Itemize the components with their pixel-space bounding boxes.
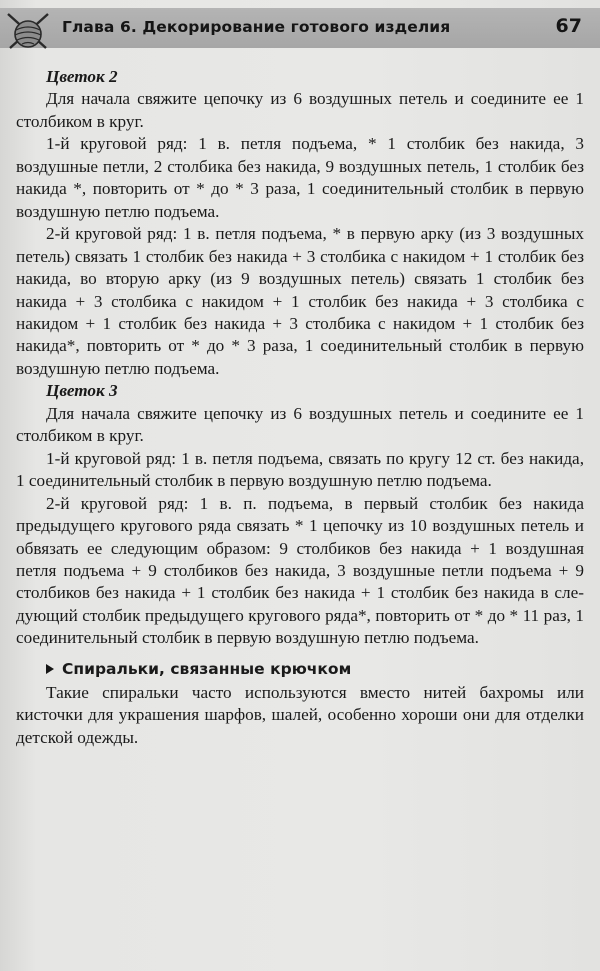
flower3-heading: Цветок 3 (46, 381, 118, 401)
flower2-paragraph-3: 2-й круговой ряд: 1 в. петля подъема, * в первую арку (из 3 воздушных петель) связать 1 столбик без накида + 3 столбика с накидом + 1 столбик без накида, во вторую арку (из 9 воздушных петель) связать 1 столбик без накида + 3 столбика с накидом + 1 столбик без накида + 3 столбика с накидом + 1 столбик без накида + 3 столбика с накидом + 1 столбик без накида*, повторить от * до * 3 раза, 1 соединительный столбик в первую воздушную петлю подъема. (16, 224, 584, 378)
page-header (0, 0, 600, 58)
yarn-ball-icon (6, 10, 50, 52)
flower3-paragraph-2: 1-й круговой ряд: 1 в. петля подъема, связать по кругу 12 ст. без накида, 1 соединительный столбик в первую воздушную петлю подъема. (16, 448, 584, 491)
triangle-bullet-icon (46, 664, 54, 674)
flower2-paragraph-1: Для начала свяжите цепочку из 6 воздушных петель и соедините ее 1 столбиком в круг. (16, 89, 584, 131)
flower2-paragraph-2: 1-й круговой ряд: 1 в. петля подъема, * 1 столбик без накида, 3 воздушные петли, 2 столбика без накида, 9 воздушных петель, 1 столбик без накида *, повторить от * до * 3 раза, 1 соединительный столбик в первую воздушную петлю подъема. (16, 134, 584, 221)
chapter-title: Глава 6. Декорирование готового изделия (62, 18, 451, 36)
page-content (16, 66, 584, 749)
flower2-heading: Цветок 2 (46, 67, 118, 86)
flower3-paragraph-3: 2-й круговой ряд: 1 в. п. подъема, в первый столбик без накида предыдущего кругового ряда связать * 1 цепочку из 10 воздушных петель и обвязать ее следующим образом: 9 столбиков без накида + 1 воздушная петля подъема + 9 столбиков без накида, 3 воздушные петли подъема + 9 столбиков без накида + 1 столбик без накида + 1 столбик без накида в следующий столбик предыдущего кругового ряда*, повторить от * до * 11 раз, 1 соединительный столбик в первую воздушную петлю подъема. (16, 493, 584, 648)
section-heading (16, 658, 584, 680)
section-paragraph-1: Такие спиральки часто используются вместо нитей бахромы или кисточки для украшения шарфов, шалей, особенно хороши они для отделки детской одежды. (16, 682, 584, 747)
section-heading-text: Спиральки, связанные крючком (62, 659, 352, 678)
flower3-paragraph-1: Для начала свяжите цепочку из 6 воздушных петель и соедините ее 1 столбиком в круг. (16, 403, 584, 446)
page-number: 67 (555, 15, 582, 37)
